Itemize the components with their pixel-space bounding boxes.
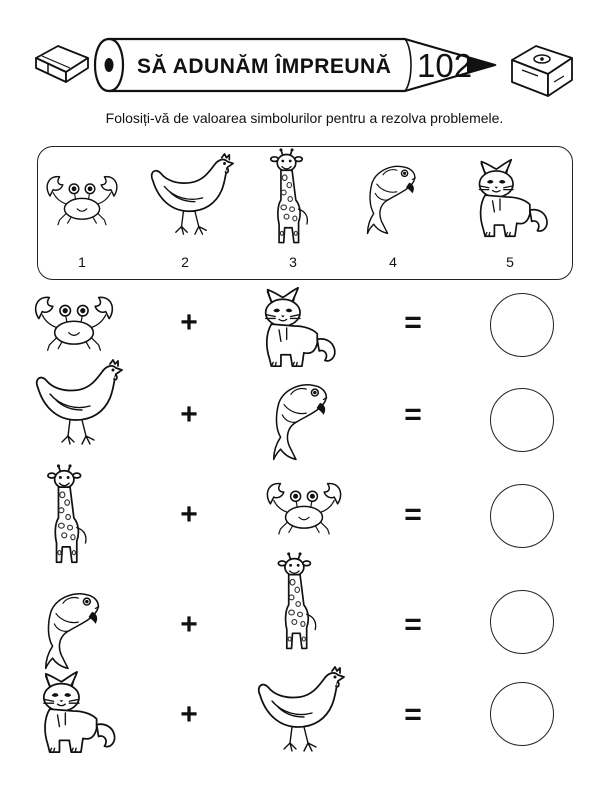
problem-2-right-fish [272,376,332,464]
legend-cat-image [472,156,556,240]
problem-3-plus: + [180,498,198,531]
legend-fish-value: 4 [389,254,397,270]
problem-1-answer-circle[interactable] [490,293,554,357]
problem-5-right-hen [252,664,352,760]
fish-icon [368,166,416,233]
crab-icon [47,177,117,225]
legend-hen-image [145,152,241,248]
legend-giraffe-image [269,148,317,250]
problem-5-answer-circle[interactable] [490,682,554,746]
eraser-icon [30,40,92,89]
problem-3-answer-circle[interactable] [490,484,554,548]
legend-hen-value: 2 [181,254,189,270]
sharpener-icon [508,40,578,105]
problem-1-right-cat [258,284,344,370]
problem-2-left-hen [30,358,130,452]
problem-3-right-crab [262,478,346,538]
problem-1-equals: = [404,306,422,339]
problem-4-left-fish [44,586,104,672]
problem-4-right-giraffe [276,552,326,656]
problem-2-plus: + [180,398,198,431]
legend-giraffe-value: 3 [289,254,297,270]
problem-3-left-giraffe [46,464,96,570]
page-title: SĂ ADUNĂM ÎMPREUNĂ [137,55,392,78]
instructions-text: Folosiți-vă de valoarea simbolurilor pentru a rezolva problemele. [105,110,504,126]
problem-5-left-cat [36,668,124,756]
page-number: 102 [417,47,473,84]
problem-3-equals: = [404,498,422,531]
problem-2-equals: = [404,398,422,431]
legend-crab-value: 1 [78,254,86,270]
problem-4-answer-circle[interactable] [490,590,554,654]
problem-1-left-crab [30,292,118,354]
cat-icon [479,160,547,237]
giraffe-icon [271,148,308,242]
problem-2-answer-circle[interactable] [490,388,554,452]
pencil-banner [95,33,515,102]
problem-5-plus: + [180,698,198,731]
problem-1-plus: + [180,306,198,339]
legend-crab-image [42,172,122,228]
problem-4-equals: = [404,608,422,641]
problem-5-equals: = [404,698,422,731]
problem-4-plus: + [180,608,198,641]
legend-cat-value: 5 [506,254,514,270]
legend-fish-image [366,158,420,238]
hen-icon [152,154,234,234]
